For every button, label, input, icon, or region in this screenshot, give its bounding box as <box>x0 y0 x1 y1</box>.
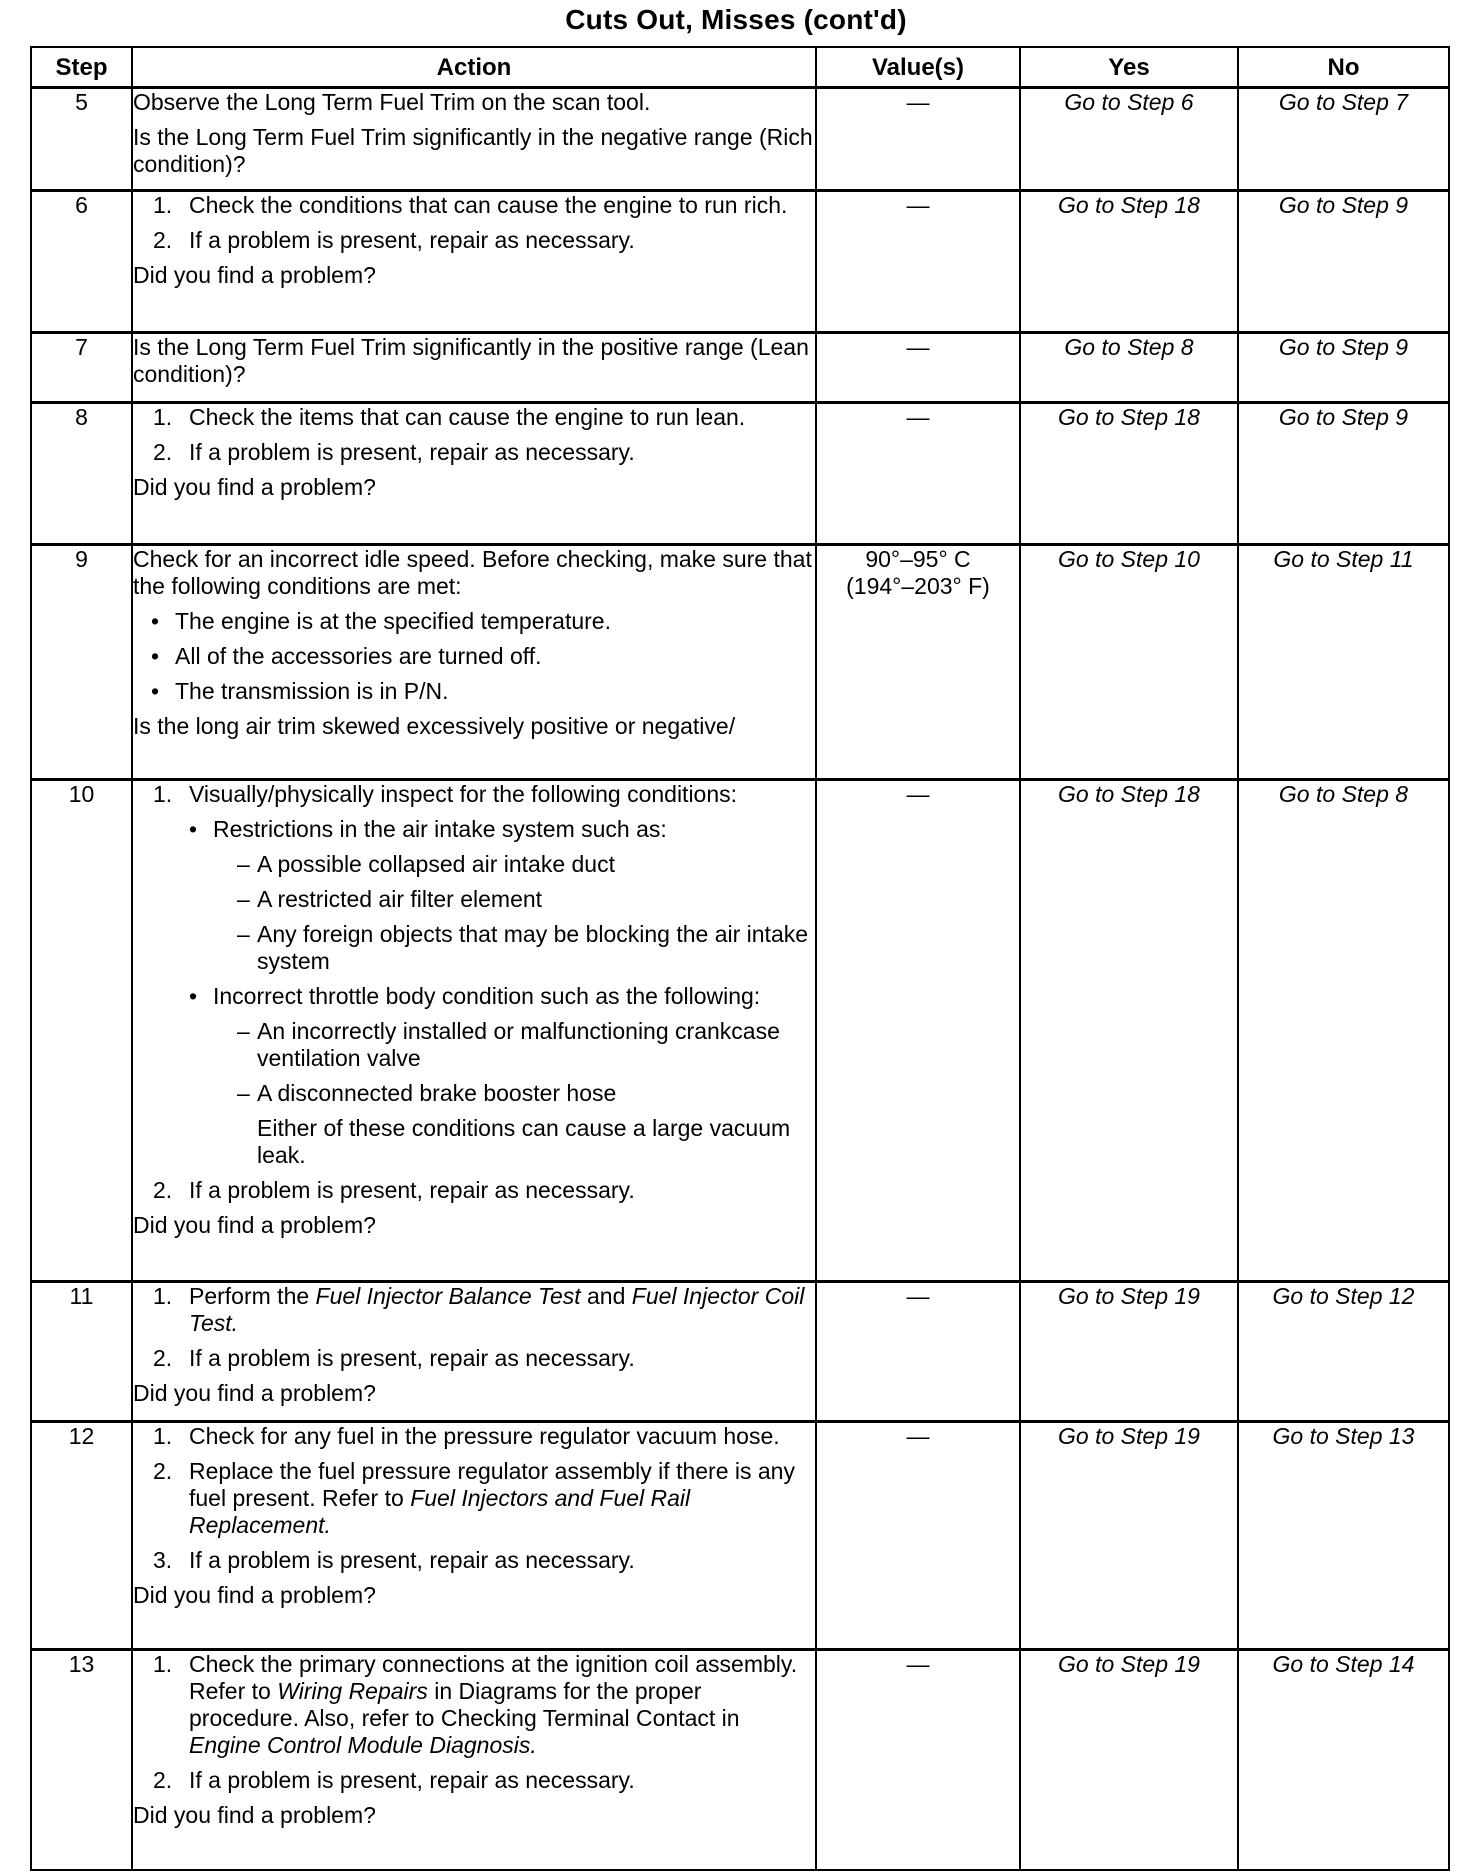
item-number: 1. <box>153 781 173 807</box>
step-number: 5 <box>31 88 132 191</box>
header-row <box>31 47 1449 88</box>
item-text: Check for any fuel in the pressure regulator vacuum hose. <box>189 1423 780 1449</box>
no-cell: Go to Step 9 <box>1238 191 1449 333</box>
procedure-reference: Fuel Injector Balance Test <box>315 1283 581 1309</box>
item-number: 1. <box>153 1423 173 1449</box>
step-number: 12 <box>31 1422 132 1650</box>
step-number: 13 <box>31 1650 132 1870</box>
item-text: Check the items that can cause the engine to run lean. <box>189 404 746 430</box>
item-number: 1. <box>153 1651 173 1677</box>
action-cell <box>132 191 816 333</box>
numbered-item <box>133 781 815 808</box>
header-yes: Yes <box>1020 47 1238 88</box>
dash-text: An incorrectly installed or malfunctioning crankcase ventilation valve <box>257 1018 780 1071</box>
value-line: 90°–95° C <box>865 546 971 572</box>
action-cell <box>132 1282 816 1422</box>
yes-cell: Go to Step 10 <box>1020 545 1238 780</box>
bullet-marker: • <box>189 816 198 842</box>
table-row <box>31 333 1449 403</box>
step-number: 10 <box>31 780 132 1282</box>
value-cell: — <box>816 191 1020 333</box>
item-text: If a problem is present, repair as necessary. <box>189 227 635 253</box>
action-question: Is the Long Term Fuel Trim significantly in the positive range (Lean condition)? <box>133 334 809 387</box>
bullet-item <box>133 983 815 1010</box>
numbered-item <box>133 1651 815 1759</box>
yes-cell: Go to Step 18 <box>1020 780 1238 1282</box>
action-question: Did you find a problem? <box>133 1380 376 1406</box>
table-row <box>31 1282 1449 1422</box>
item-text: If a problem is present, repair as necessary. <box>189 1177 635 1203</box>
procedure-reference: Wiring Repairs <box>277 1678 428 1704</box>
table-row <box>31 191 1449 333</box>
item-number: 2. <box>153 227 173 253</box>
action-question: Did you find a problem? <box>133 474 376 500</box>
action-question: Did you find a problem? <box>133 1802 376 1828</box>
no-cell: Go to Step 9 <box>1238 403 1449 545</box>
item-text: If a problem is present, repair as necessary. <box>189 439 635 465</box>
numbered-item <box>133 1547 815 1574</box>
item-text-part: Perform the <box>189 1283 316 1309</box>
yes-cell: Go to Step 8 <box>1020 333 1238 403</box>
procedure-reference: Engine Control Module Diagnosis. <box>189 1732 537 1758</box>
item-number: 1. <box>153 404 173 430</box>
diagnostic-table <box>30 46 1450 1871</box>
item-text <box>189 1283 815 1337</box>
value-cell: — <box>816 403 1020 545</box>
item-text-part: in Diagrams for the proper procedure. Also, refer to Checking Terminal Contact in <box>189 1678 740 1731</box>
yes-cell: Go to Step 18 <box>1020 191 1238 333</box>
value-cell: — <box>816 780 1020 1282</box>
yes-cell: Go to Step 19 <box>1020 1282 1238 1422</box>
numbered-item <box>133 439 815 466</box>
bullet-text: Restrictions in the air intake system such as: <box>213 816 667 842</box>
step-number: 6 <box>31 191 132 333</box>
dash-marker: – <box>237 921 250 947</box>
dash-marker: – <box>237 1080 250 1106</box>
item-number: 2. <box>153 1767 173 1793</box>
no-cell: Go to Step 11 <box>1238 545 1449 780</box>
no-cell: Go to Step 9 <box>1238 333 1449 403</box>
item-text-part: and <box>580 1283 632 1309</box>
dash-text: A restricted air filter element <box>257 886 543 912</box>
action-cell <box>132 545 816 780</box>
bullet-marker: • <box>151 608 160 634</box>
numbered-item <box>133 404 815 431</box>
step-number: 8 <box>31 403 132 545</box>
bullet-marker: • <box>151 643 160 669</box>
item-text: If a problem is present, repair as necessary. <box>189 1547 635 1573</box>
value-line: (194°–203° F) <box>846 573 990 599</box>
table-row <box>31 403 1449 545</box>
action-question: Is the Long Term Fuel Trim significantly in the negative range (Rich condition)? <box>133 124 813 177</box>
page-title: Cuts Out, Misses (cont'd) <box>565 4 907 35</box>
bullet-text: The engine is at the specified temperature. <box>175 608 611 634</box>
item-text: Check the conditions that can cause the engine to run rich. <box>189 192 788 218</box>
no-cell: Go to Step 13 <box>1238 1422 1449 1650</box>
no-cell: Go to Step 12 <box>1238 1282 1449 1422</box>
dash-marker: – <box>237 886 250 912</box>
no-cell: Go to Step 8 <box>1238 780 1449 1282</box>
numbered-item <box>133 227 815 254</box>
dash-item <box>133 886 815 913</box>
numbered-item <box>133 1177 815 1204</box>
item-text: If a problem is present, repair as necessary. <box>189 1345 635 1371</box>
bullet-item <box>133 678 815 705</box>
table-row <box>31 780 1449 1282</box>
value-cell: — <box>816 333 1020 403</box>
header-action: Action <box>132 47 816 88</box>
bullet-text: The transmission is in P/N. <box>175 678 449 704</box>
no-cell: Go to Step 14 <box>1238 1650 1449 1870</box>
dash-text: A possible collapsed air intake duct <box>257 851 615 877</box>
action-text: Check for an incorrect idle speed. Before checking, make sure that the following conditions are met: <box>133 546 812 599</box>
item-text: Visually/physically inspect for the following conditions: <box>189 781 738 807</box>
item-text <box>189 1651 815 1759</box>
bullet-marker: • <box>189 983 198 1009</box>
action-cell <box>132 780 816 1282</box>
table-row <box>31 1650 1449 1870</box>
item-number: 2. <box>153 439 173 465</box>
item-number: 3. <box>153 1547 173 1573</box>
dash-marker: – <box>237 1018 250 1044</box>
numbered-item <box>133 1423 815 1450</box>
dash-item <box>133 851 815 878</box>
item-text-part: Check the primary connections at the ignition coil assembly. Refer to <box>189 1651 798 1704</box>
numbered-item <box>133 1458 815 1539</box>
bullet-item <box>133 816 815 843</box>
bullet-text: Incorrect throttle body condition such as the following: <box>213 983 761 1009</box>
item-number: 2. <box>153 1458 173 1484</box>
table-row <box>31 88 1449 191</box>
dash-item <box>133 1018 815 1072</box>
dash-item <box>133 1080 815 1107</box>
bullet-text: All of the accessories are turned off. <box>175 643 542 669</box>
no-cell: Go to Step 7 <box>1238 88 1449 191</box>
yes-cell: Go to Step 18 <box>1020 403 1238 545</box>
dash-text: A disconnected brake booster hose <box>257 1080 617 1106</box>
step-number: 11 <box>31 1282 132 1422</box>
yes-cell: Go to Step 19 <box>1020 1650 1238 1870</box>
action-cell <box>132 333 816 403</box>
step-number: 7 <box>31 333 132 403</box>
step-number: 9 <box>31 545 132 780</box>
bullet-marker: • <box>151 678 160 704</box>
value-cell: — <box>816 1650 1020 1870</box>
header-step: Step <box>31 47 132 88</box>
item-number: 2. <box>153 1177 173 1203</box>
procedure-reference: Fuel Injector Coil Test. <box>189 1283 805 1336</box>
item-text <box>189 1458 815 1539</box>
action-cell <box>132 403 816 545</box>
bullet-item <box>133 608 815 635</box>
item-number: 2. <box>153 1345 173 1371</box>
procedure-reference: Fuel Injectors and Fuel Rail Replacement. <box>189 1485 691 1538</box>
numbered-item <box>133 192 815 219</box>
value-cell: — <box>816 1282 1020 1422</box>
item-number: 1. <box>153 192 173 218</box>
yes-cell: Go to Step 6 <box>1020 88 1238 191</box>
action-question: Did you find a problem? <box>133 1212 376 1238</box>
action-cell <box>132 88 816 191</box>
table-row <box>31 545 1449 780</box>
header-no: No <box>1238 47 1449 88</box>
numbered-item <box>133 1345 815 1372</box>
yes-cell: Go to Step 19 <box>1020 1422 1238 1650</box>
numbered-item <box>133 1283 815 1337</box>
item-number: 1. <box>153 1283 173 1309</box>
table-row <box>31 1422 1449 1650</box>
action-cell <box>132 1650 816 1870</box>
numbered-item <box>133 1767 815 1794</box>
item-text: If a problem is present, repair as necessary. <box>189 1767 635 1793</box>
bullet-item <box>133 643 815 670</box>
dash-marker: – <box>237 851 250 877</box>
action-cell <box>132 1422 816 1650</box>
action-text: Observe the Long Term Fuel Trim on the scan tool. <box>133 89 651 115</box>
action-question: Did you find a problem? <box>133 1582 376 1608</box>
value-cell: — <box>816 1422 1020 1650</box>
dash-item <box>133 921 815 975</box>
note-text: Either of these conditions can cause a large vacuum leak. <box>257 1115 791 1168</box>
value-cell <box>816 545 1020 780</box>
dash-text: Any foreign objects that may be blocking the air intake system <box>257 921 809 974</box>
action-question: Did you find a problem? <box>133 262 376 288</box>
header-value: Value(s) <box>816 47 1020 88</box>
item-text-part: Replace the fuel pressure regulator assembly if there is any fuel present. Refer to <box>189 1458 795 1511</box>
action-question: Is the long air trim skewed excessively positive or negative/ <box>133 713 736 739</box>
value-cell: — <box>816 88 1020 191</box>
